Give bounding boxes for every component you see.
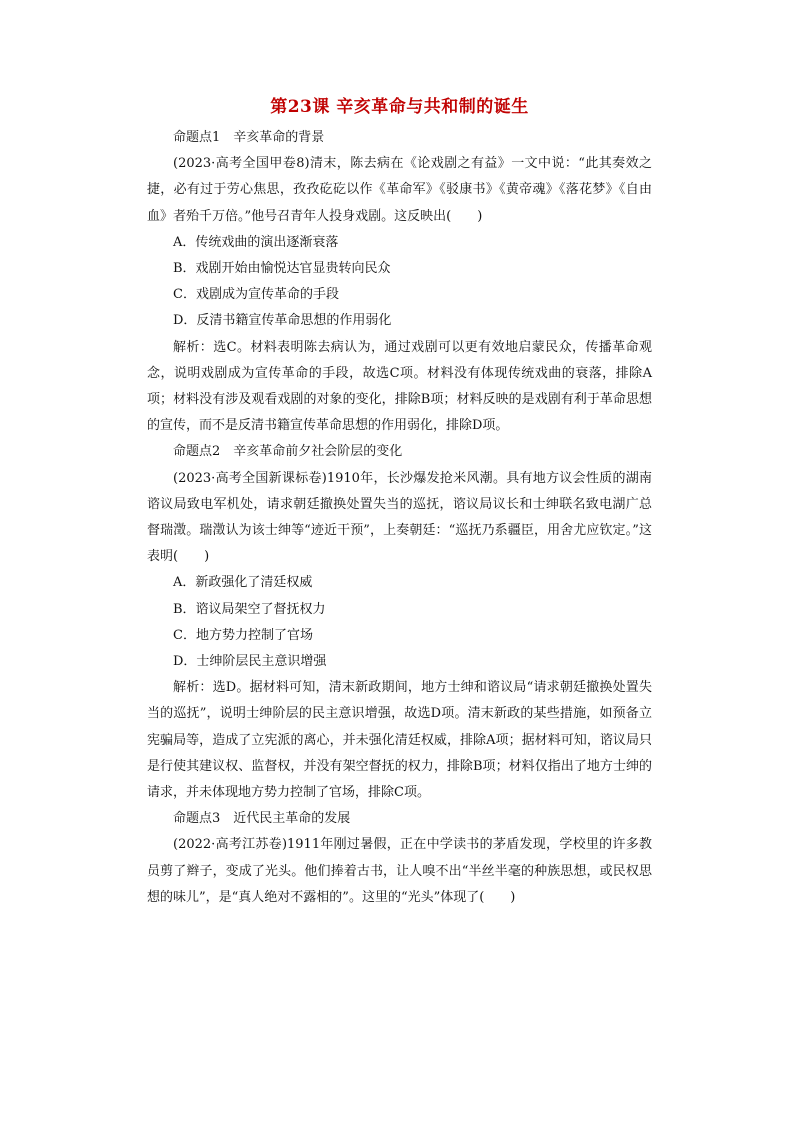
option-c: C．地方势力控制了官场 (173, 627, 313, 643)
section-2 (147, 439, 652, 806)
option-a: A．新政强化了清廷权威 (173, 575, 313, 591)
lesson-title: 第23课 辛亥革命与共和制的诞生 (270, 97, 529, 117)
section-heading: 命题点1 辛亥革命的背景 (173, 130, 325, 145)
question-text: (2023·高考全国新课标卷)1910年，长沙爆发抢米风潮。具有地方议会性质的湖南谘议局致电军机处，请求朝廷撤换处置失当的巡抚，谘议局议长和士绅联名致电湖广总督瑞澂。瑞澂认为该士绅等“迹近干预”，上奏朝廷：“巡抚乃系疆臣，用舍尤应钦定。”这表明( ) (147, 470, 652, 565)
option-b: B．谘议局架空了督抚权力 (173, 601, 326, 617)
section-3 (147, 806, 652, 911)
option-d: D．反清书籍宣传革命思想的作用弱化 (173, 313, 392, 329)
option-d: D．士绅阶层民主意识增强 (173, 654, 327, 670)
analysis-text: 解析：选C。材料表明陈去病认为，通过戏剧可以更有效地启蒙民众，传播革命观念，说明戏剧成为宣传革命的手段，故选C项。材料没有体现传统戏曲的衰落，排除A项；材料没有涉及观看戏剧的对象的变化，排除B项；材料反映的是戏剧有利于革命思想的宣传，而不是反清书籍宣传革命思想的作用弱化，排除D项。 (147, 339, 652, 434)
section-heading: 命题点3 近代民主革命的发展 (173, 811, 351, 827)
document-page (147, 94, 652, 911)
analysis-text: 解析：选D。据材料可知，清末新政期间，地方士绅和谘议局“请求朝廷撤换处置失当的巡抚”，说明士绅阶层的民主意识增强，故选D项。清末新政的某些措施，如预备立宪骗局等，造成了立宪派的离心，并未强化清廷权威，排除A项；据材料可知，谘议局只是行使其建议权、监督权，并没有架空督抚的权力，排除B项；材料仅指出了地方士绅的请求，并未体现地方势力控制了官场，排除C项。 (147, 680, 652, 801)
question-text: (2022·高考江苏卷)1911年刚过暑假，正在中学读书的茅盾发现，学校里的许多教员剪了辫子，变成了光头。他们捧着古书，让人嗅不出“半丝半毫的种族思想，或民权思想的味儿”，是“真人绝对不露相的”。这里的“光头”体现了( ) (147, 837, 652, 905)
question-text: (2023·高考全国甲卷8)清末，陈去病在《论戏剧之有益》一文中说：“此其奏效之捷，必有过于劳心焦思，孜孜矻矻以作《革命军》《驳康书》《黄帝魂》《落花梦》《自由血》者殆千万倍。”他号召青年人投身戏剧。这反映出( ) (147, 156, 652, 224)
section-heading: 命题点2 辛亥革命前夕社会阶层的变化 (173, 444, 403, 460)
option-a: A．传统戏曲的演出逐渐衰落 (173, 234, 339, 250)
option-b: B．戏剧开始由愉悦达官显贵转向民众 (173, 261, 391, 277)
section-1 (147, 125, 652, 439)
option-c: C．戏剧成为宣传革命的手段 (173, 287, 339, 303)
